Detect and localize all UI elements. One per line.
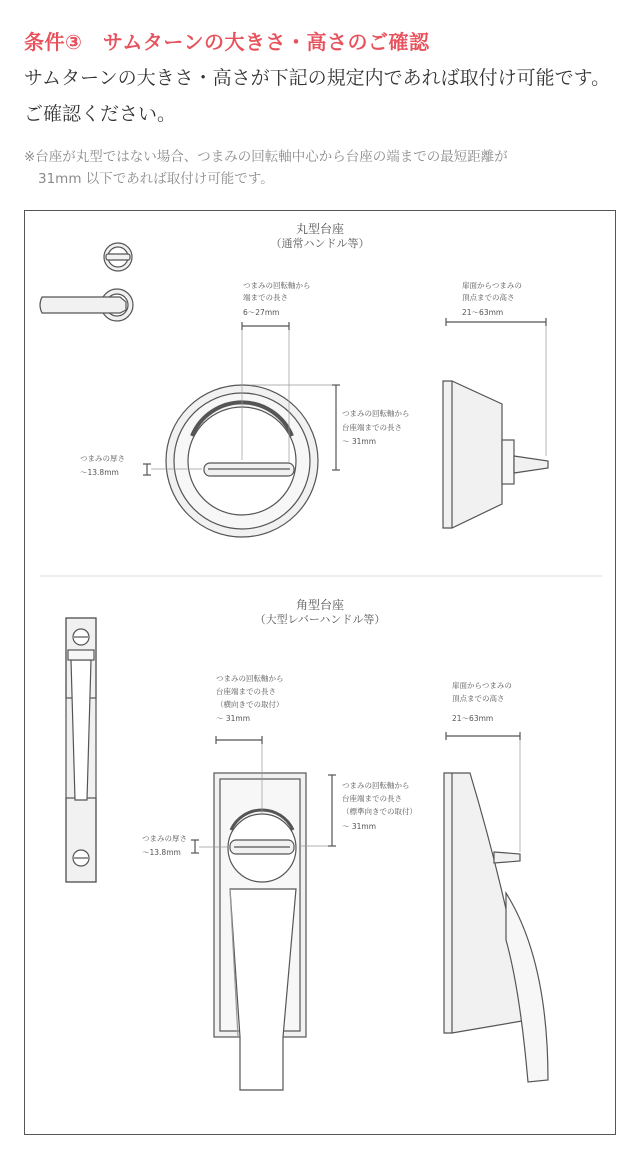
square-dim2-label3: （標準向きでの取付） — [342, 807, 417, 816]
round-dim1-label2: 端までの長さ — [243, 293, 288, 302]
square-base-side-view — [444, 773, 548, 1082]
square-title: 角型台座 — [295, 598, 345, 612]
round-dim4-label1: つまみの厚さ — [80, 454, 125, 463]
round-base-side-view — [443, 381, 548, 528]
square-dim4-label1: つまみの厚さ — [142, 834, 187, 843]
note-line-1: ※台座が丸型ではない場合、つまみの回転軸中心から台座の端までの最短距離が — [24, 149, 508, 165]
square-dim2-label2: 台座端までの長さ — [342, 794, 402, 803]
round-dim1-value: 6〜27mm — [243, 308, 280, 317]
round-dim2-label1: つまみの回転軸から — [342, 409, 410, 418]
round-dim2-value: 〜 31mm — [342, 437, 377, 446]
round-dim4-value: 〜13.8mm — [80, 468, 119, 477]
square-dim1-value: 〜 31mm — [216, 714, 251, 723]
lever-handle-icon — [40, 289, 133, 321]
round-title: 丸型台座 — [295, 222, 345, 236]
square-dim4-value: 〜13.8mm — [142, 848, 181, 857]
square-dim3-label2: 頂点までの高さ — [452, 694, 505, 703]
section-heading: 条件③ サムターンの大きさ・高さのご確認 — [24, 30, 430, 54]
square-dim1-label2: 台座端までの長さ — [216, 687, 276, 696]
square-plate-icon — [66, 618, 96, 882]
round-dim3-label2: 頂点までの高さ — [462, 293, 515, 302]
square-base-front-view — [214, 773, 306, 1090]
note-line-2: 31mm 以下であれば取付け可能です。 — [38, 171, 274, 187]
square-dim1-label1: つまみの回転軸から — [216, 674, 284, 683]
square-dim2-value: 〜 31mm — [342, 822, 377, 831]
square-dim2-label1: つまみの回転軸から — [342, 781, 410, 790]
instruction-text: サムターンの大きさ・高さが下記の規定内であれば取付け可能です。ご確認ください。 — [24, 67, 611, 125]
round-subtitle: （通常ハンドル等） — [270, 237, 370, 250]
round-cylinder-icon — [104, 243, 132, 271]
square-dim3-label1: 扉面からつまみの — [452, 681, 512, 690]
square-dim3-value: 21〜63mm — [452, 714, 494, 723]
round-dim3-label1: 扉面からつまみの — [462, 281, 522, 290]
square-dim1-label3: （横向きでの取付） — [216, 700, 284, 709]
round-dim3-value: 21〜63mm — [462, 308, 504, 317]
round-dim1-label1: つまみの回転軸から — [243, 281, 311, 290]
square-subtitle: （大型レバーハンドル等） — [254, 613, 386, 626]
round-dim2-label2: 台座端までの長さ — [342, 423, 402, 432]
